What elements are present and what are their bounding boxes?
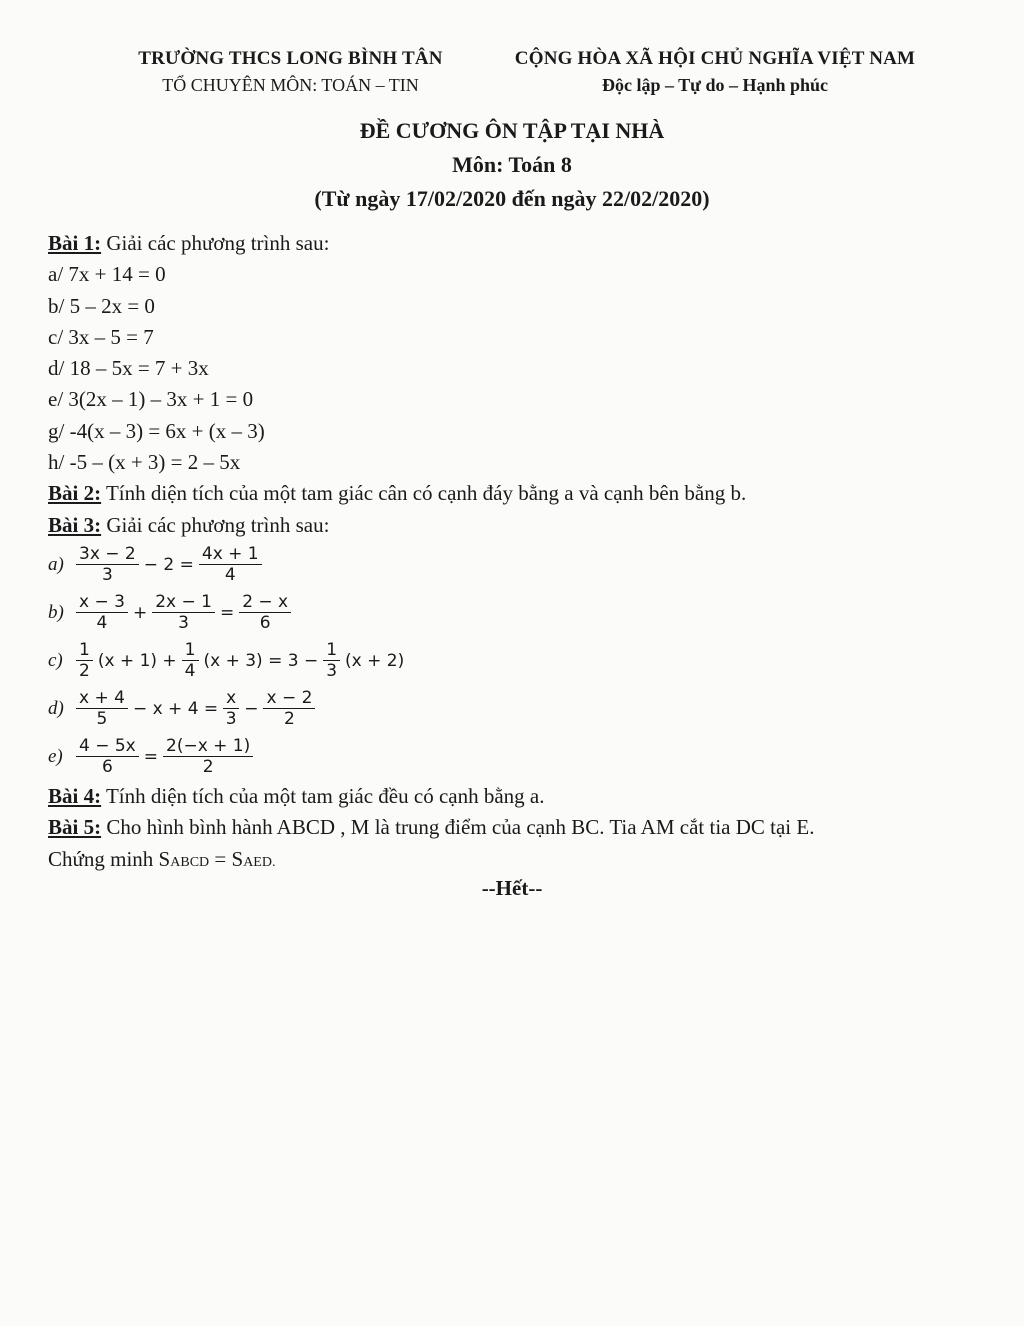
bai3-equation-c: c) $\frac{1}{2}$ (x + 1) + $\frac{1}{4}$ (x + 3) = 3 − $\frac{1}{3}$ (x + 2) xyxy=(48,640,405,682)
country-name: CỘNG HÒA XÃ HỘI CHỦ NGHĨA VIỆT NAM xyxy=(514,48,916,69)
bai3-heading: Bài 3: Giải các phương trình sau: xyxy=(48,512,330,537)
title-dates: (Từ ngày 17/02/2020 đến ngày 22/02/2020) xyxy=(314,186,710,211)
fraction: $\frac{1}{3}$ xyxy=(323,640,340,681)
bai2-heading: Bài 2: Tính diện tích của một tam giác cân có cạnh đáy bằng a và cạnh bên bằng b. xyxy=(48,481,747,506)
bai5-proof-line: Chứng minh SABCD = SAED. xyxy=(48,846,276,871)
bai1-item-a: a/ 7x + 14 = 0 xyxy=(48,262,166,287)
fraction: $\frac{x}{3}$ xyxy=(223,688,239,729)
fraction: $\frac{2(-x + 1)}{2}$ xyxy=(163,736,253,777)
bai3-equation-d: d) $\frac{x + 4}{5}$ − x + 4 = $\frac{x}{3}$ − $\frac{x - 2}{2}$ xyxy=(48,685,968,733)
title-subject: Môn: Toán 8 xyxy=(452,152,572,177)
fraction: $\frac{2 - x}{6}$ xyxy=(239,592,291,633)
fraction: $\frac{2x - 1}{3}$ xyxy=(152,592,215,633)
national-motto: Độc lập – Tự do – Hạnh phúc xyxy=(601,75,829,95)
fraction: $\frac{x + 4}{5}$ xyxy=(76,688,128,729)
bai1-item-g: g/ -4(x – 3) = 6x + (x – 3) xyxy=(48,418,265,443)
bai3-equation-a: a) $\frac{3x - 2}{3}$ − 2 = $\frac{4x + 1}{4}$ xyxy=(48,541,968,589)
bai3-equation-e: e) $\frac{4 - 5x}{6}$ = $\frac{2(-x + 1)}{2}$ xyxy=(48,733,968,781)
exercise-content xyxy=(48,228,968,875)
fraction: $\frac{4x + 1}{4}$ xyxy=(199,544,262,585)
fraction: $\frac{3x - 2}{3}$ xyxy=(76,544,139,585)
fraction: $\frac{1}{4}$ xyxy=(182,640,199,681)
bai1-item-c: c/ 3x – 5 = 7 xyxy=(48,324,154,349)
bai5-heading: Bài 5: Cho hình bình hành ABCD , M là trung điểm của cạnh BC. Tia AM cắt tia DC tại E. xyxy=(48,815,815,840)
school-name: TRƯỜNG THCS LONG BÌNH TÂN xyxy=(138,48,443,69)
bai1-item-h: h/ -5 – (x + 3) = 2 – 5x xyxy=(48,450,241,475)
national-header xyxy=(490,46,940,98)
document-title xyxy=(0,114,1024,216)
fraction: $\frac{x - 3}{4}$ xyxy=(76,592,128,633)
fraction: $\frac{4 - 5x}{6}$ xyxy=(76,736,139,777)
end-mark: --Hết-- xyxy=(481,876,543,900)
bai1-item-b: b/ 5 – 2x = 0 xyxy=(48,293,155,318)
school-header xyxy=(108,46,473,98)
bai1-item-d: d/ 18 – 5x = 7 + 3x xyxy=(48,356,209,381)
department-name: TỔ CHUYÊN MÔN: TOÁN – TIN xyxy=(162,75,419,95)
fraction: $\frac{1}{2}$ xyxy=(76,640,93,681)
bai4-heading: Bài 4: Tính diện tích của một tam giác đều có cạnh bằng a. xyxy=(48,783,545,808)
bai3-equation-b: b) $\frac{x - 3}{4}$ + $\frac{2x - 1}{3}$ = $\frac{2 - x}{6}$ xyxy=(48,589,968,637)
bai1-item-e: e/ 3(2x – 1) – 3x + 1 = 0 xyxy=(48,387,254,412)
fraction: $\frac{x - 2}{2}$ xyxy=(263,688,315,729)
bai1-heading: Bài 1: Giải các phương trình sau: xyxy=(48,231,330,255)
title-line-1: ĐỀ CƯƠNG ÔN TẬP TẠI NHÀ xyxy=(359,118,665,143)
